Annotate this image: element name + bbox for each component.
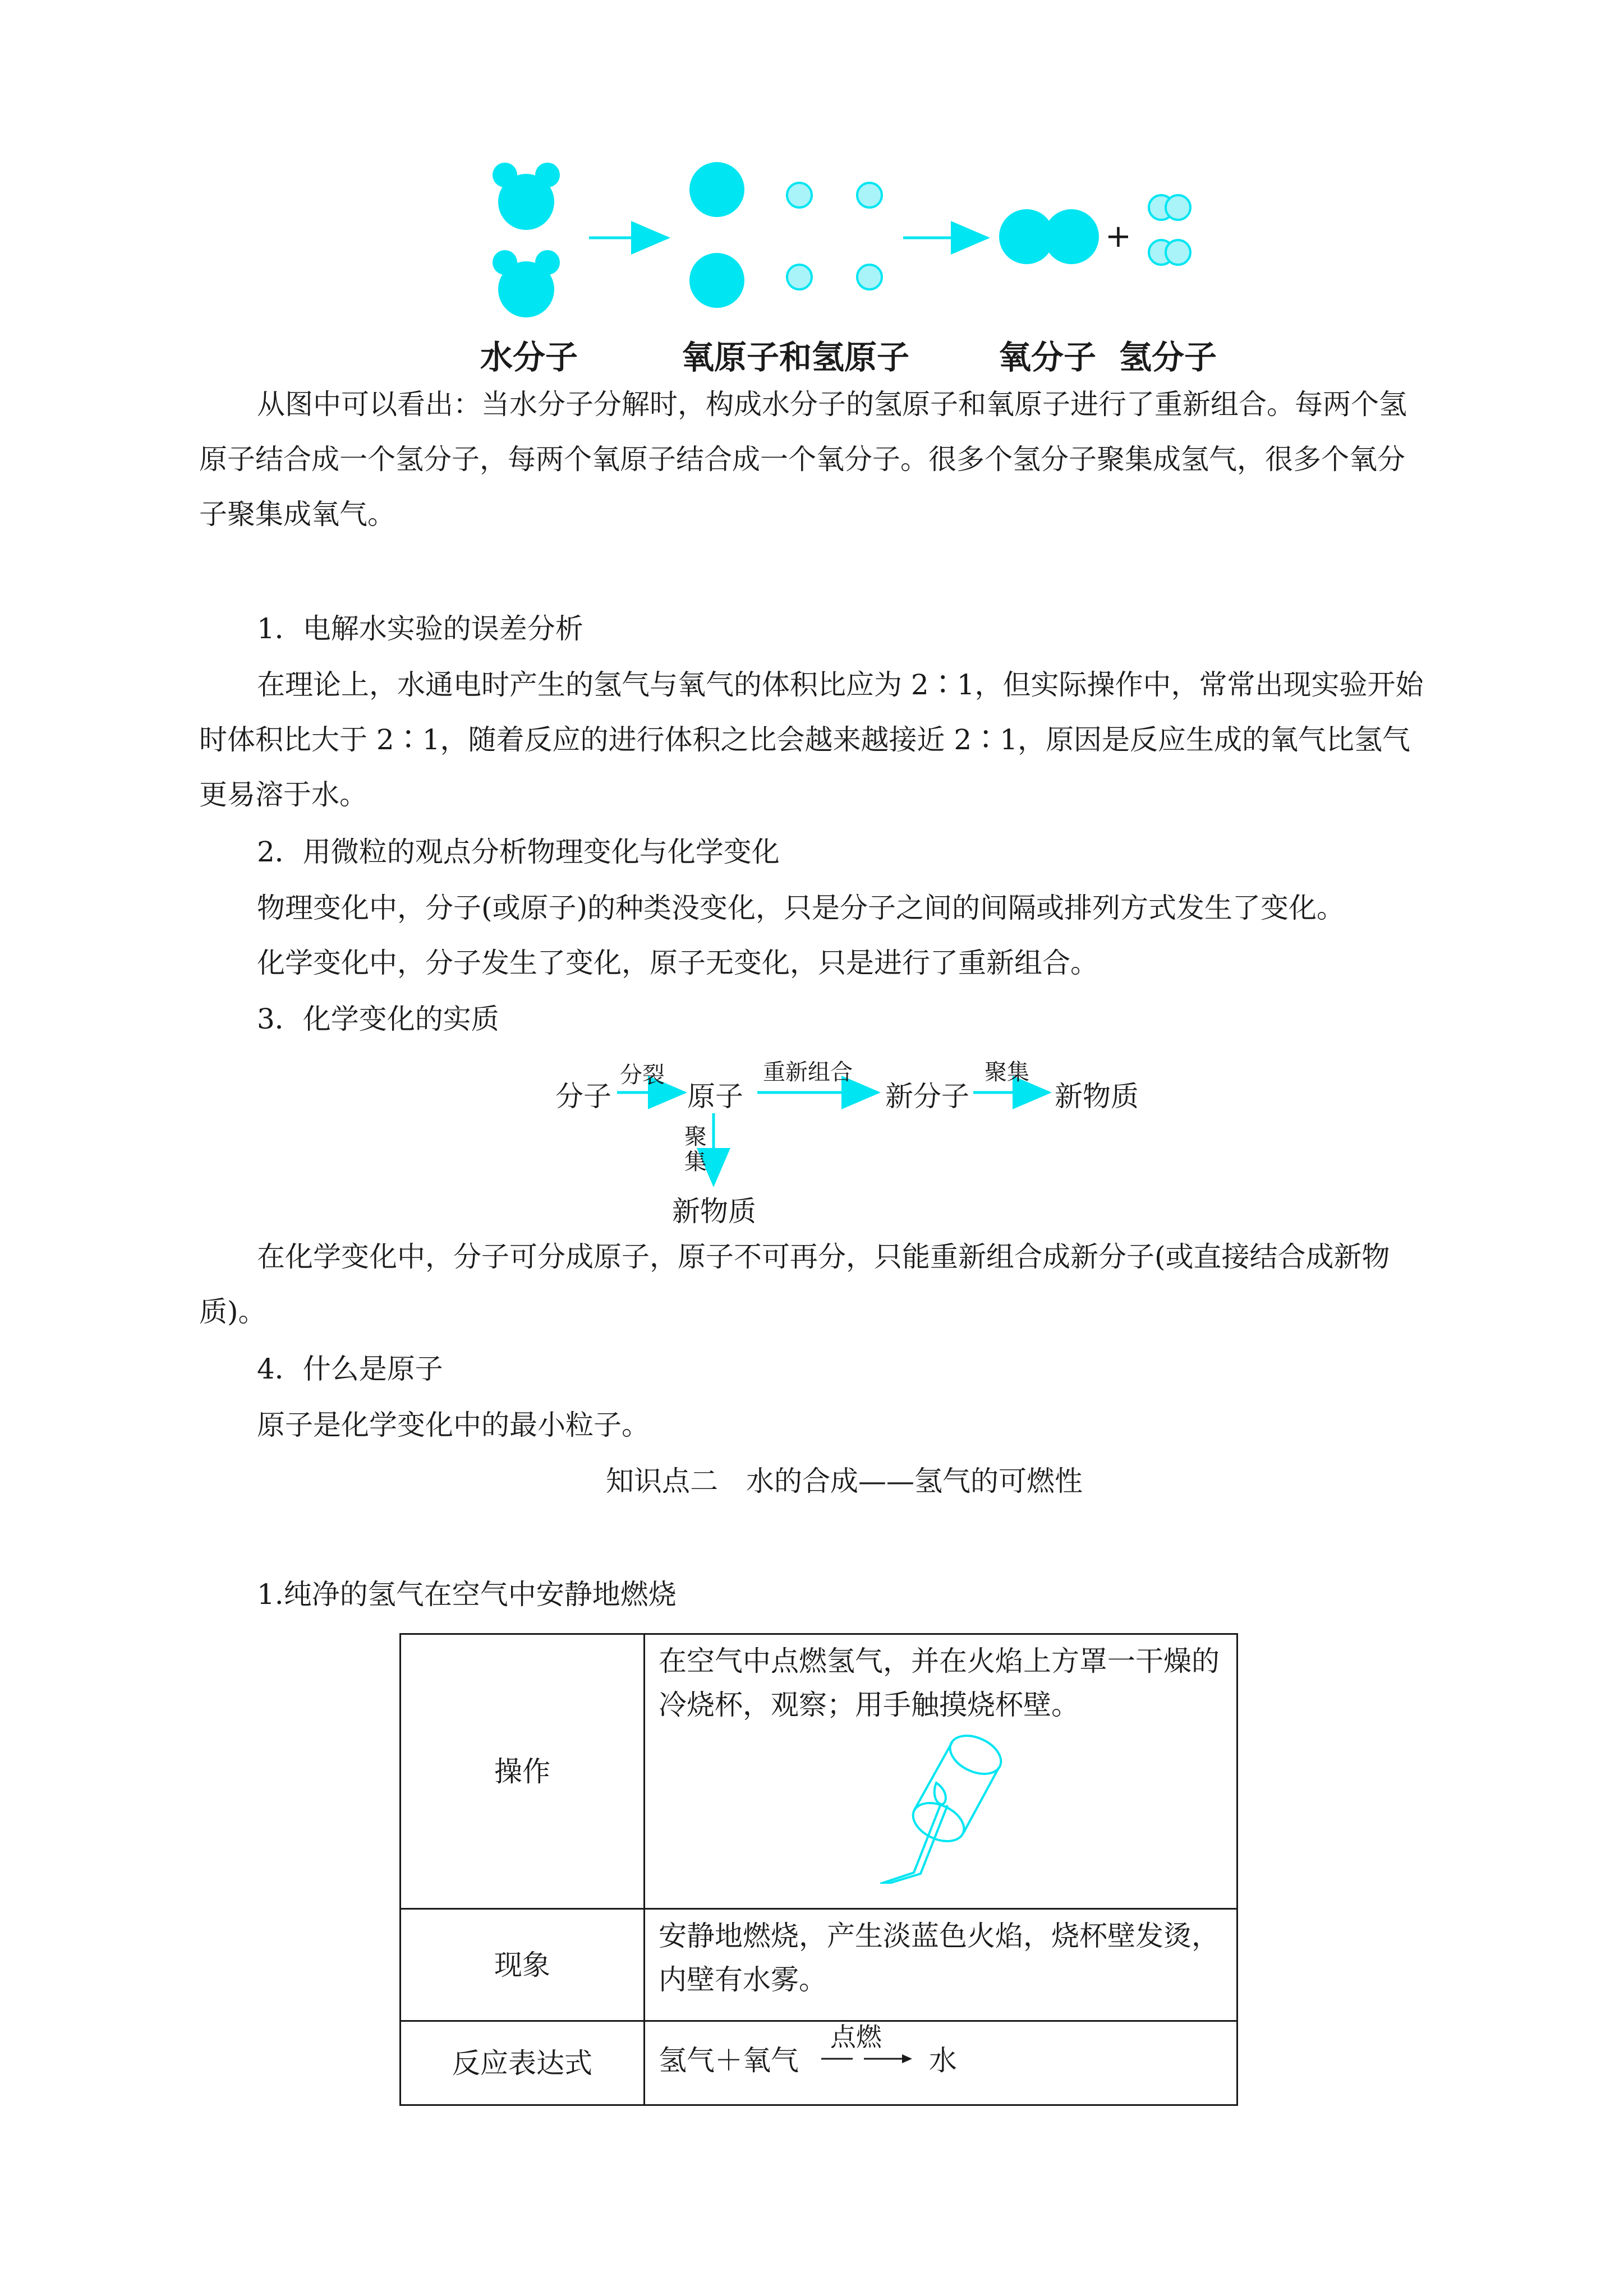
sec3-title: 3．化学变化的实质 bbox=[257, 1003, 499, 1035]
hydrogen-molecules bbox=[1149, 195, 1190, 265]
sec4-line-1: 原子是化学变化中的最小粒子。 bbox=[257, 1409, 650, 1441]
sec3-line-1: 在化学变化中，分子可分成原子，原子不可再分，只能重新组合成新分子(或直接结合成新物 bbox=[257, 1241, 1390, 1273]
cell-op-content bbox=[645, 1634, 1237, 1909]
table-row-expression bbox=[401, 2021, 1237, 2105]
oxygen-molecule bbox=[999, 209, 1099, 264]
sec1-title: 1．电解水实验的误差分析 bbox=[257, 612, 583, 645]
knowledge2-heading: 知识点二 水的合成——氢气的可燃性 bbox=[606, 1465, 1083, 1497]
water-molecule-2 bbox=[493, 250, 560, 317]
flow-label-recombine: 重新组合 bbox=[763, 1059, 853, 1085]
flow-new-molecule: 新分子 bbox=[885, 1080, 969, 1113]
hydrogen-combustion-table bbox=[399, 1633, 1238, 2106]
expr-condition: 点燃 bbox=[830, 2022, 882, 2052]
flow-label-gather-vertical-2: 集 bbox=[684, 1149, 707, 1175]
label-oxygen-hydrogen-atoms: 氧原子和氢原子 bbox=[682, 338, 910, 376]
knowledge2-subheading: 1.纯净的氢气在空气中安静地燃烧 bbox=[257, 1578, 677, 1611]
flow-new-substance: 新物质 bbox=[1055, 1080, 1139, 1113]
intro-line-3: 子聚集成氧气。 bbox=[199, 498, 395, 531]
flow-atom: 原子 bbox=[687, 1080, 743, 1113]
plus-sign: + bbox=[1105, 218, 1131, 255]
expr-reactants: 氢气＋氧气 bbox=[659, 2044, 799, 2077]
sec3-line-2: 质)。 bbox=[199, 1295, 266, 1328]
sec1-line-1: 在理论上，水通电时产生的氢气与氧气的体积比应为 2∶1，但实际操作中，常常出现实验开始 bbox=[257, 668, 1424, 701]
beaker-over-flame-illustration bbox=[880, 1732, 1026, 1884]
cell-expr-label: 反应表达式 bbox=[401, 2021, 645, 2105]
water-decomposition-diagram bbox=[477, 151, 1206, 336]
label-hydrogen-molecule: 氢分子 bbox=[1119, 338, 1217, 376]
flow-label-gather: 聚集 bbox=[984, 1059, 1029, 1085]
sec4-title: 4．什么是原子 bbox=[257, 1353, 443, 1385]
flow-new-substance-2: 新物质 bbox=[672, 1195, 756, 1228]
flow-molecule: 分子 bbox=[555, 1080, 611, 1113]
expr-arrow bbox=[819, 2022, 914, 2070]
sec2-line-2: 化学变化中，分子发生了变化，原子无变化，只是进行了重新组合。 bbox=[257, 947, 1098, 979]
cell-phen-text: 安静地燃烧，产生淡蓝色火焰，烧杯壁发烫，内壁有水雾。 bbox=[645, 1909, 1237, 2021]
table-row-phenomenon bbox=[401, 1909, 1237, 2021]
expr-arrow-line bbox=[819, 2048, 914, 2070]
cell-op-label: 操作 bbox=[401, 1634, 645, 1909]
expr-product: 水 bbox=[928, 2044, 957, 2077]
intro-line-2: 原子结合成一个氢分子，每两个氧原子结合成一个氧分子。很多个氢分子聚集成氢气，很多个氧分 bbox=[199, 443, 1405, 476]
flow-label-gather-vertical-1: 聚 bbox=[684, 1124, 707, 1150]
cell-phen-label: 现象 bbox=[401, 1909, 645, 2021]
cell-expr-content bbox=[645, 2021, 1237, 2105]
sec2-line-1: 物理变化中，分子(或原子)的种类没变化，只是分子之间的间隔或排列方式发生了变化。 bbox=[257, 892, 1345, 924]
water-molecule-1 bbox=[493, 163, 560, 230]
sec2-title: 2．用微粒的观点分析物理变化与化学变化 bbox=[257, 836, 780, 868]
flow-label-split: 分裂 bbox=[620, 1062, 665, 1088]
intro-line-1: 从图中可以看出：当水分子分解时，构成水分子的氢原子和氧原子进行了重新组合。每两个氢 bbox=[257, 388, 1407, 421]
sec1-line-3: 更易溶于水。 bbox=[199, 778, 367, 811]
label-oxygen-molecule: 氧分子 bbox=[999, 338, 1097, 376]
table-row-operation bbox=[401, 1634, 1237, 1909]
sec1-line-2: 时体积比大于 2∶1，随着反应的进行体积之比会越来越接近 2∶1，原因是反应生成的氧气比氢气 bbox=[199, 723, 1411, 756]
label-water-molecule: 水分子 bbox=[480, 338, 578, 376]
separated-atoms bbox=[689, 162, 882, 308]
op-text: 在空气中点燃氢气，并在火焰上方罩一干燥的冷烧杯，观察；用手触摸烧杯壁。 bbox=[659, 1645, 1220, 1721]
